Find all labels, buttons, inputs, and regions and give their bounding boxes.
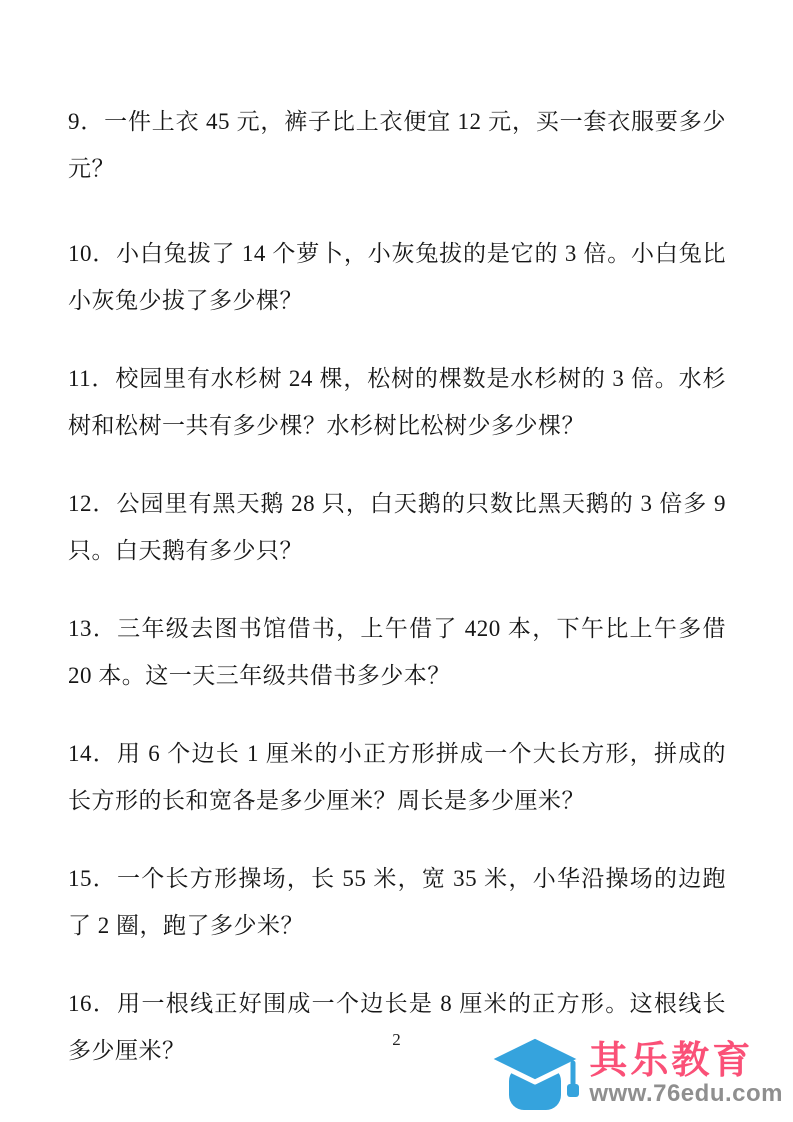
question-10 <box>68 230 726 324</box>
graduation-cap-icon <box>485 1032 585 1116</box>
brand-name: 其乐教育 <box>589 1040 754 1082</box>
question-number: 16． <box>68 991 118 1016</box>
question-text: 一件上衣 45 元，裤子比上衣便宜 12 元，买一套衣服要多少元？ <box>68 109 727 181</box>
logo-text <box>589 1041 783 1107</box>
question-text: 公园里有黑天鹅 28 只，白天鹅的只数比黑天鹅的 3 倍多 9 只。白天鹅有多少只？ <box>68 491 727 563</box>
question-text: 一个长方形操场，长 55 米，宽 35 米，小华沿操场的边跑了 2 圈，跑了多少米？ <box>68 866 727 938</box>
question-text: 三年级去图书馆借书，上午借了 420 本，下午比上午多借 20 本。这一天三年级共借书多少本？ <box>68 616 727 688</box>
question-text: 用 6 个边长 1 厘米的小正方形拼成一个大长方形，拼成的长方形的长和宽各是多少厘米？周长是多少厘米？ <box>68 741 726 813</box>
question-number: 14． <box>68 741 117 766</box>
question-text: 用一根线正好围成一个边长是 8 厘米的正方形。这根线长多少厘米？ <box>68 991 727 1063</box>
question-number: 11． <box>68 366 116 391</box>
question-11 <box>68 355 726 449</box>
question-number: 10． <box>68 241 117 266</box>
question-number: 12． <box>68 491 117 516</box>
question-13 <box>68 605 726 699</box>
question-text: 校园里有水杉树 24 棵，松树的棵数是水杉树的 3 倍。水杉树和松树一共有多少棵？水杉树比松树少多少棵？ <box>68 366 726 438</box>
question-number: 9． <box>68 109 105 134</box>
question-15 <box>68 855 726 949</box>
question-number: 13． <box>68 616 118 641</box>
question-12 <box>68 480 726 574</box>
page-number: 2 <box>392 1030 401 1049</box>
question-9 <box>68 98 726 192</box>
question-number: 15． <box>68 866 118 891</box>
site-logo <box>485 1032 783 1116</box>
question-text: 小白兔拔了 14 个萝卜，小灰兔拔的是它的 3 倍。小白兔比小灰兔少拔了多少棵？ <box>68 241 727 313</box>
question-14 <box>68 730 726 824</box>
brand-website: www.76edu.com <box>589 1080 783 1107</box>
